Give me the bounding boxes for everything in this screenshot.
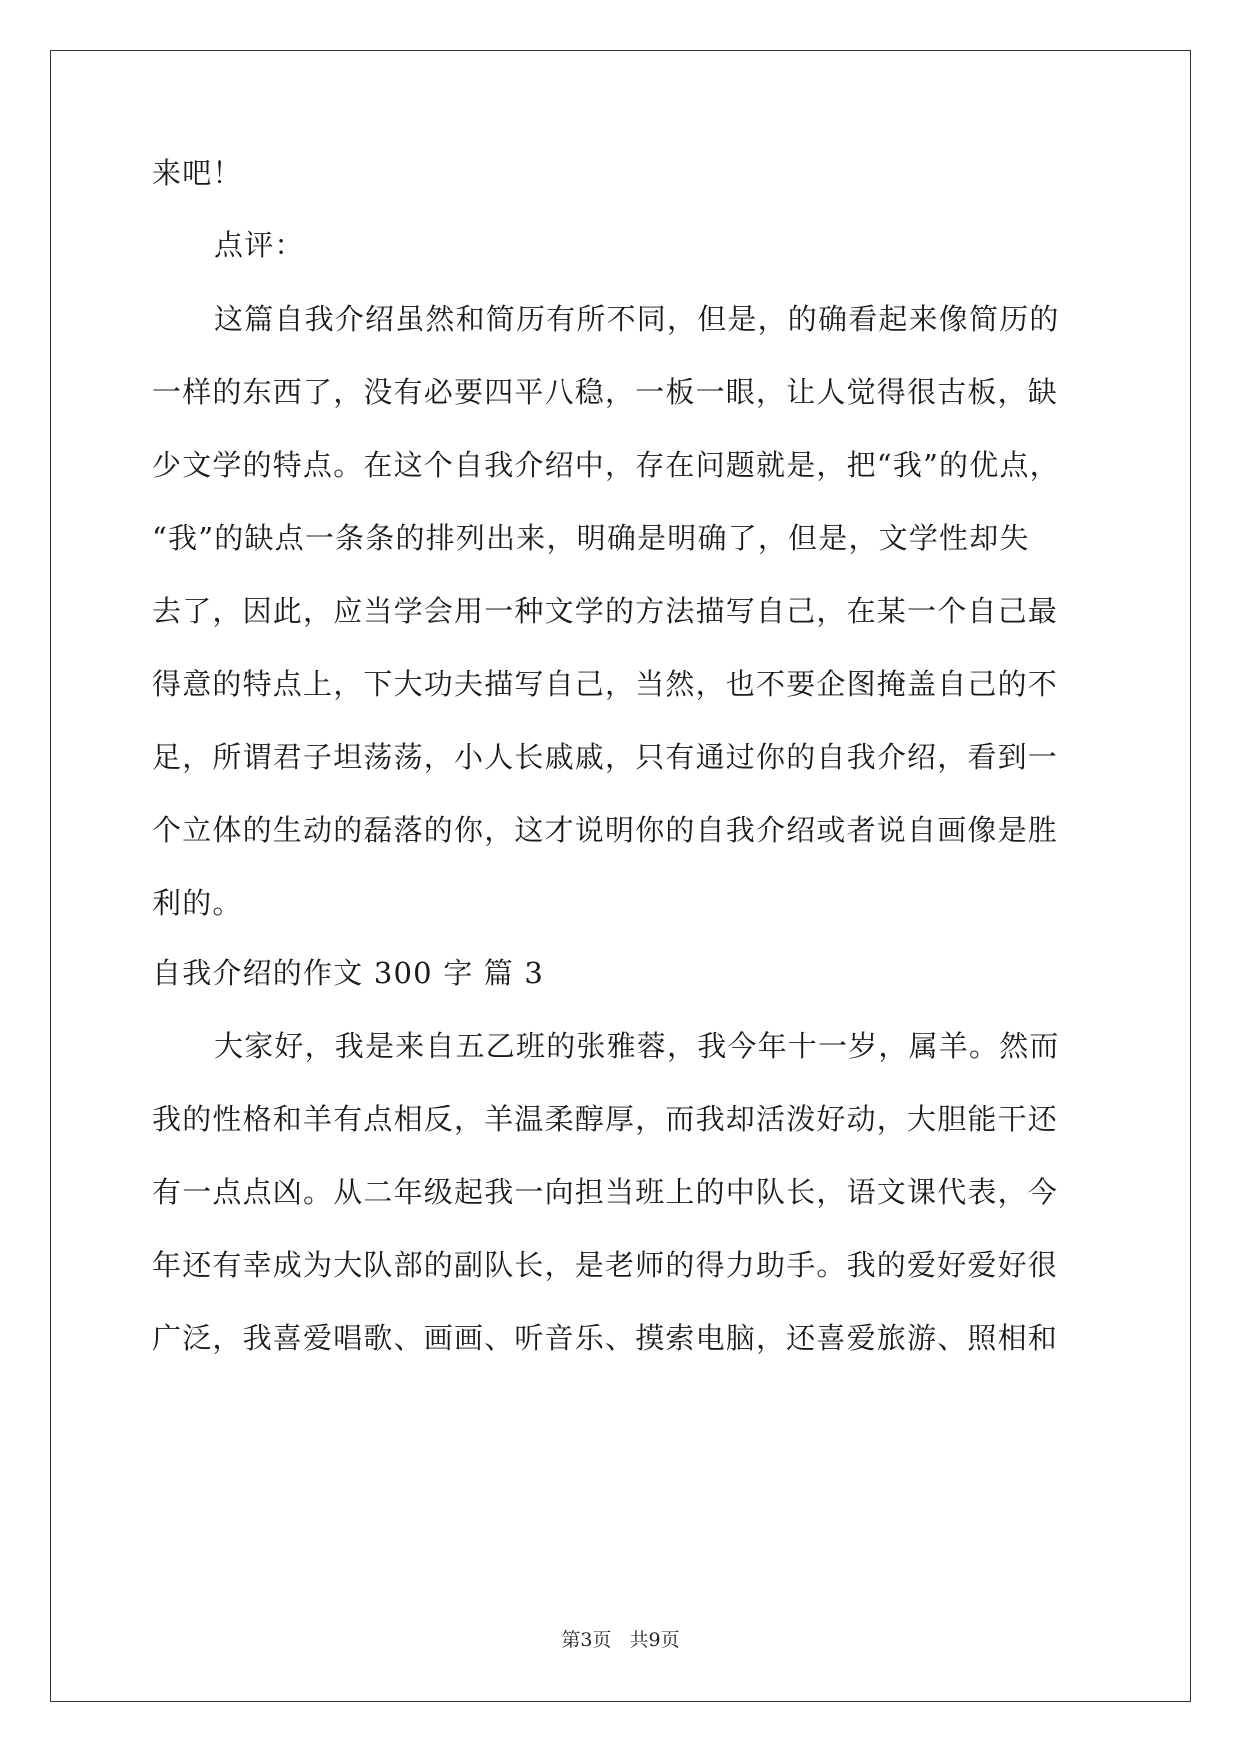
text-line-continuation: 来吧！ <box>152 156 243 190</box>
paragraph-line: 大家好，我是来自五乙班的张雅蓉，我今年十一岁，属羊。然而 <box>214 1029 1060 1063</box>
paragraph-line: “我”的缺点一条条的排列出来，明确是明确了，但是，文学性却失 <box>152 521 1030 555</box>
paragraph-line: 有一点点凶。从二年级起我一向担当班上的中队长，语文课代表，今 <box>152 1175 1059 1209</box>
page-border <box>50 50 1191 1702</box>
paragraph-line: 个立体的生动的磊落的你，这才说明你的自我介绍或者说自画像是胜 <box>152 813 1059 847</box>
comment-label: 点评： <box>214 228 305 262</box>
paragraph-line: 广泛，我喜爱唱歌、画画、听音乐、摸索电脑，还喜爱旅游、照相和 <box>152 1321 1059 1355</box>
page-footer <box>0 1628 1241 1652</box>
paragraph-line: 年还有幸成为大队部的副队长，是老师的得力助手。我的爱好爱好很 <box>152 1248 1059 1282</box>
paragraph-line: 足，所谓君子坦荡荡，小人长戚戚，只有通过你的自我介绍，看到一 <box>152 740 1059 774</box>
paragraph-line: 一样的东西了，没有必要四平八稳，一板一眼，让人觉得很古板，缺 <box>152 375 1059 409</box>
paragraph-line: 利的。 <box>152 886 243 920</box>
paragraph-line: 我的性格和羊有点相反，羊温柔醇厚，而我却活泼好动，大胆能干还 <box>152 1102 1059 1136</box>
paragraph-line: 去了，因此，应当学会用一种文学的方法描写自己，在某一个自己最 <box>152 594 1059 628</box>
total-page-count: 共9页 <box>629 1629 680 1651</box>
section-heading: 自我介绍的作文 300 字 篇 3 <box>152 956 545 990</box>
paragraph-line: 少文学的特点。在这个自我介绍中，存在问题就是，把“我”的优点， <box>152 448 1060 482</box>
paragraph-line: 这篇自我介绍虽然和简历有所不同，但是，的确看起来像简历的 <box>214 302 1060 336</box>
paragraph-line: 得意的特点上，下大功夫描写自己，当然，也不要企图掩盖自己的不 <box>152 667 1059 701</box>
current-page-number: 第3页 <box>561 1629 612 1651</box>
